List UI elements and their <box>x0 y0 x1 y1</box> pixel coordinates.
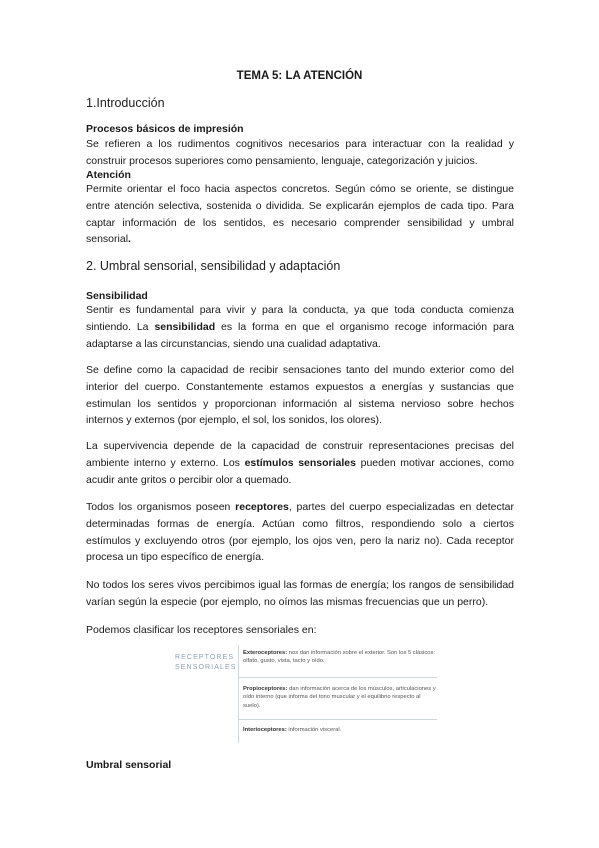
section-heading-introduccion: 1.Introducción <box>86 96 165 110</box>
diagram-divider <box>239 719 437 720</box>
section-heading-umbral: 2. Umbral sensorial, sensibilidad y adaptación <box>86 259 341 273</box>
subheading-sensibilidad: Sensibilidad <box>86 290 148 302</box>
diagram-item-propioceptores <box>239 683 443 712</box>
text-span: Sentir es fundamental para vivir y para la conducta, ya que toda conducta comienza sintiendo. La <box>86 304 514 333</box>
item-desc: dan información acerca de los músculos, articulaciones y oído interno (que informa del tono muscular y el equilibrio respecto al suelo). <box>243 686 436 709</box>
diagram-divider <box>239 677 437 678</box>
paragraph-atencion <box>86 181 514 248</box>
text-span: Todos los organismos poseen <box>86 501 236 513</box>
paragraph-procesos: Se refieren a los rudimentos cognitivos necesarios para interactuar con la realidad y construir procesos superiores como pensamiento, lenguaje, categorización y juicios. <box>86 138 514 167</box>
item-desc: nos dan información sobre el exterior. Son los 5 clásicos: olfato, gusto, vista, tacto y oído. <box>243 650 436 665</box>
bold-term-sensibilidad: sensibilidad <box>154 320 216 333</box>
text-span: es la forma en que el organismo recoge información para adaptarse a las circunstancias, siendo una cualidad adaptativa. <box>86 320 515 350</box>
diagram-item-interioceptores <box>239 724 443 736</box>
bold-term-receptores: receptores <box>235 501 289 513</box>
text-span: La supervivencia depende de la capacidad de construir representaciones precisas del ambiente interno y externo. Los <box>86 440 514 469</box>
subheading-atencion: Atención <box>86 169 131 181</box>
paragraph-receptores <box>86 499 514 566</box>
item-name: Exteroceptores: <box>243 650 288 656</box>
subheading-umbral-sensorial: Umbral sensorial <box>86 759 172 771</box>
receptores-diagram <box>175 645 437 743</box>
item-name: Propioceptores: <box>243 686 288 692</box>
diagram-label-line: RECEPTORES <box>175 654 235 661</box>
receptores-diagram-label <box>175 653 237 673</box>
text-span: pueden motivar acciones, como acudir ante gritos o percibir olor a quemado. <box>86 456 515 486</box>
text-span: , partes del cuerpo especializadas en detectar determinadas formas de energía. Actúan como filtros, respondiendo solo a ciertos estímulos y excluyendo otros (por ejemplo, los ojos ven, pero la nariz no). Cada receptor procesa un tipo específico de energía. <box>86 501 514 564</box>
item-name: Interioceptores: <box>243 727 287 733</box>
paragraph-especies: No todos los seres vivos percibimos igual las formas de energía; los rangos de sensibilidad varían según la especie (por ejemplo, no oímos las mismas frecuencias que un perro). <box>86 579 514 608</box>
atencion-text: Permite orientar el foco hacia aspectos concretos. Según cómo se oriente, se distingue entre atención selectiva, sostenida o dividida. Se explicarán ejemplos de cada tipo. Para captar información de los sentidos, es necesario comprender sensibilidad y umbral sensorial <box>86 183 514 246</box>
paragraph-supervivencia <box>86 438 514 488</box>
paragraph-sensibilidad-1 <box>86 302 514 352</box>
diagram-label-line: SENSORIALES <box>175 664 237 671</box>
paragraph-clasificar: Podemos clasificar los receptores sensoriales en: <box>86 624 317 636</box>
page-title: TEMA 5: LA ATENCIÓN <box>236 70 363 82</box>
diagram-item-exteroceptores <box>239 647 443 668</box>
item-desc: información visceral. <box>286 727 342 733</box>
subheading-procesos: Procesos básicos de impresión <box>86 123 244 135</box>
bold-term-estimulos: estímulos sensoriales <box>244 456 356 469</box>
atencion-text-end: . <box>128 233 131 246</box>
paragraph-sensibilidad-2: Se define como la capacidad de recibir sensaciones tanto del mundo exterior como del interior del cuerpo. Constantemente estamos expuestos a energías y sustancias que estimulan los sentidos y proporcionan información al sistema nervioso sobre hechos internos y externos (por ejemplo, el sol, los sonidos, los olores). <box>86 364 514 427</box>
